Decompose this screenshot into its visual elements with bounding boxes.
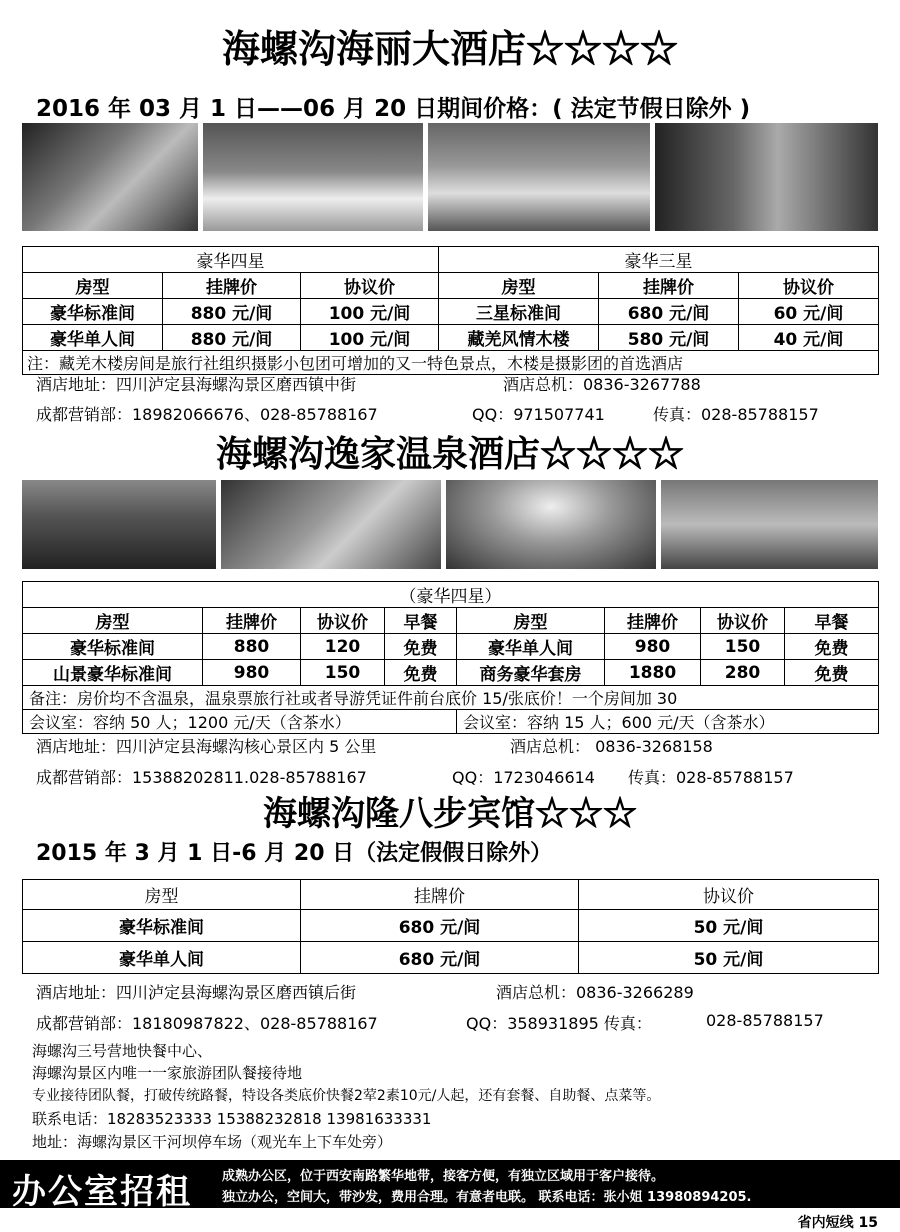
table-cell: 豪华单人间 bbox=[23, 325, 163, 351]
table-header: 协议价 bbox=[301, 608, 385, 634]
table-header: 房型 bbox=[457, 608, 605, 634]
table-cell: 豪华标准间 bbox=[23, 299, 163, 325]
hotel1-section-four-star: 豪华四星 bbox=[23, 247, 439, 273]
table-cell: 150 bbox=[301, 660, 385, 686]
table-header: 房型 bbox=[23, 880, 301, 910]
hotel1-sales: 成都营销部：18982066676、028-85788167 bbox=[36, 405, 378, 424]
hotel1-address: 酒店地址：四川泸定县海螺沟景区磨西镇中街 bbox=[36, 375, 357, 394]
table-header: 协议价 bbox=[739, 273, 879, 299]
page-footer bbox=[798, 1212, 878, 1232]
hotel1-fax: 传真：028-85788157 bbox=[653, 405, 819, 424]
table-cell: 120 bbox=[301, 634, 385, 660]
table-cell: 880 元/间 bbox=[163, 299, 301, 325]
table-cell: 580 元/间 bbox=[599, 325, 739, 351]
hotel3-phone: 酒店总机：0836-3266289 bbox=[496, 983, 694, 1002]
table-cell: 50 元/间 bbox=[579, 910, 879, 942]
hotel2-note: 备注：房价均不含温泉，温泉票旅行社或者导游凭证件前台底价 15/张底价！一个房间加 30 bbox=[23, 686, 879, 710]
table-cell: 680 元/间 bbox=[599, 299, 739, 325]
table-cell: 60 元/间 bbox=[739, 299, 879, 325]
office-rental-banner bbox=[0, 1160, 900, 1212]
hotel1-qq: QQ：971507741 bbox=[472, 405, 605, 424]
table-header: 协议价 bbox=[301, 273, 439, 299]
table-cell: 50 元/间 bbox=[579, 942, 879, 974]
hotel1-note: 注：藏羌木楼房间是旅行社组织摄影小包团可增加的又一特色景点，木楼是摄影团的首选酒店 bbox=[23, 351, 879, 375]
table-header: 早餐 bbox=[785, 608, 879, 634]
table-row bbox=[23, 910, 879, 942]
table-cell: 藏羌风情木楼 bbox=[439, 325, 599, 351]
office-rental-line-2: 独立办公，空间大，带沙发，费用合理。有意者电联。 联系电话：张小姐 13980894205. bbox=[222, 1190, 752, 1205]
pool-photo bbox=[221, 480, 441, 569]
hotel2-title: 海螺沟逸家温泉酒店☆☆☆☆ bbox=[215, 433, 684, 475]
table-cell: 商务豪华套房 bbox=[457, 660, 605, 686]
hotel1-section-three-star: 豪华三星 bbox=[439, 247, 879, 273]
restaurant-line-2: 海螺沟景区内唯一一家旅游团队餐接待地 bbox=[32, 1064, 303, 1082]
table-cell: 880 bbox=[203, 634, 301, 660]
table-header: 挂牌价 bbox=[163, 273, 301, 299]
table-header: 早餐 bbox=[385, 608, 457, 634]
hotel1-phone: 酒店总机：0836-3267788 bbox=[503, 375, 701, 394]
hotel2-price-table bbox=[22, 581, 879, 734]
table-cell: 免费 bbox=[785, 634, 879, 660]
hotel2-qq: QQ：1723046614 bbox=[452, 768, 595, 787]
hotel2-fax: 传真：028-85788157 bbox=[628, 768, 794, 787]
table-header: 挂牌价 bbox=[301, 880, 579, 910]
table-cell: 豪华标准间 bbox=[23, 634, 203, 660]
hotel-restaurant-photo bbox=[655, 123, 878, 231]
table-header: 挂牌价 bbox=[605, 608, 701, 634]
table-header: 挂牌价 bbox=[203, 608, 301, 634]
table-cell: 680 元/间 bbox=[301, 942, 579, 974]
table-cell: 880 元/间 bbox=[163, 325, 301, 351]
table-row bbox=[23, 634, 879, 660]
office-rental-title: 办公室招租 bbox=[12, 1172, 192, 1212]
table-cell: 豪华单人间 bbox=[23, 942, 301, 974]
table-header: 房型 bbox=[23, 273, 163, 299]
hotel-lobby-photo bbox=[22, 123, 198, 231]
hotel3-fax: 028-85788157 bbox=[706, 1011, 824, 1030]
hotel2-meeting-small: 会议室：容纳 15 人；600 元/天（含茶水） bbox=[457, 710, 879, 734]
hotel3-qq: QQ：358931895 传真： bbox=[466, 1014, 652, 1033]
hotel1-price-table bbox=[22, 246, 879, 375]
hotel1-title: 海螺沟海丽大酒店☆☆☆☆ bbox=[221, 26, 678, 71]
hotel3-address: 酒店地址：四川泸定县海螺沟景区磨西镇后街 bbox=[36, 983, 357, 1002]
table-cell: 山景豪华标准间 bbox=[23, 660, 203, 686]
hotel3-period: 2015 年 3 月 1 日-6 月 20 日（法定假假日除外） bbox=[36, 841, 553, 866]
restaurant-address: 地址：海螺沟景区干河坝停车场（观光车上下车处旁） bbox=[32, 1133, 393, 1151]
table-cell: 980 bbox=[605, 634, 701, 660]
hotel2-sales: 成都营销部：15388202811.028-85788167 bbox=[36, 768, 367, 787]
footer-section: 省内短线 bbox=[797, 1215, 854, 1231]
hotel2-phone: 酒店总机： 0836-3268158 bbox=[510, 737, 713, 756]
guest-room-photo bbox=[661, 480, 878, 569]
table-header: 房型 bbox=[439, 273, 599, 299]
hotel2-meeting-large: 会议室：容纳 50 人；1200 元/天（含茶水） bbox=[23, 710, 457, 734]
office-rental-line-1: 成熟办公区，位于西安南路繁华地带，接客方便，有独立区域用于客户接待。 bbox=[222, 1169, 665, 1184]
hotel-room-photo bbox=[428, 123, 650, 231]
table-cell: 150 bbox=[701, 634, 785, 660]
table-row bbox=[23, 299, 879, 325]
table-cell: 三星标准间 bbox=[439, 299, 599, 325]
hotel3-price-table bbox=[22, 879, 879, 974]
table-cell: 免费 bbox=[385, 634, 457, 660]
table-cell: 1880 bbox=[605, 660, 701, 686]
banquet-hall-photo bbox=[22, 480, 216, 569]
restaurant-line-3: 专业接待团队餐，打破传统路餐，特设各类底价快餐2荤2素10元/人起，还有套餐、自助餐、点菜等。 bbox=[32, 1088, 661, 1104]
table-cell: 100 元/间 bbox=[301, 299, 439, 325]
table-cell: 980 bbox=[203, 660, 301, 686]
restaurant-phones: 联系电话：18283523333 15388232818 13981633331 bbox=[32, 1110, 432, 1128]
hotel3-sales: 成都营销部：18180987822、028-85788167 bbox=[36, 1014, 378, 1033]
hotel1-period: 2016 年 03 月 1 日——06 月 20 日期间价格：( 法定节假日除外 ) bbox=[36, 96, 751, 122]
table-row bbox=[23, 325, 879, 351]
table-cell: 100 元/间 bbox=[301, 325, 439, 351]
table-cell: 280 bbox=[701, 660, 785, 686]
hotel-bedroom-photo bbox=[203, 123, 423, 231]
hotel2-section: （豪华四星） bbox=[23, 582, 879, 608]
lobby-photo bbox=[446, 480, 656, 569]
table-cell: 豪华单人间 bbox=[457, 634, 605, 660]
restaurant-line-1: 海螺沟三号营地快餐中心、 bbox=[32, 1042, 213, 1060]
table-cell: 豪华标准间 bbox=[23, 910, 301, 942]
hotel2-address: 酒店地址：四川泸定县海螺沟核心景区内 5 公里 bbox=[36, 737, 377, 756]
table-row bbox=[23, 660, 879, 686]
table-row bbox=[23, 942, 879, 974]
table-cell: 40 元/间 bbox=[739, 325, 879, 351]
table-header: 房型 bbox=[23, 608, 203, 634]
table-cell: 免费 bbox=[385, 660, 457, 686]
table-header: 协议价 bbox=[701, 608, 785, 634]
table-cell: 680 元/间 bbox=[301, 910, 579, 942]
page-number: 15 bbox=[858, 1215, 878, 1231]
table-header: 挂牌价 bbox=[599, 273, 739, 299]
hotel3-title: 海螺沟隆八步宾馆☆☆☆ bbox=[263, 794, 637, 834]
table-header: 协议价 bbox=[579, 880, 879, 910]
table-cell: 免费 bbox=[785, 660, 879, 686]
